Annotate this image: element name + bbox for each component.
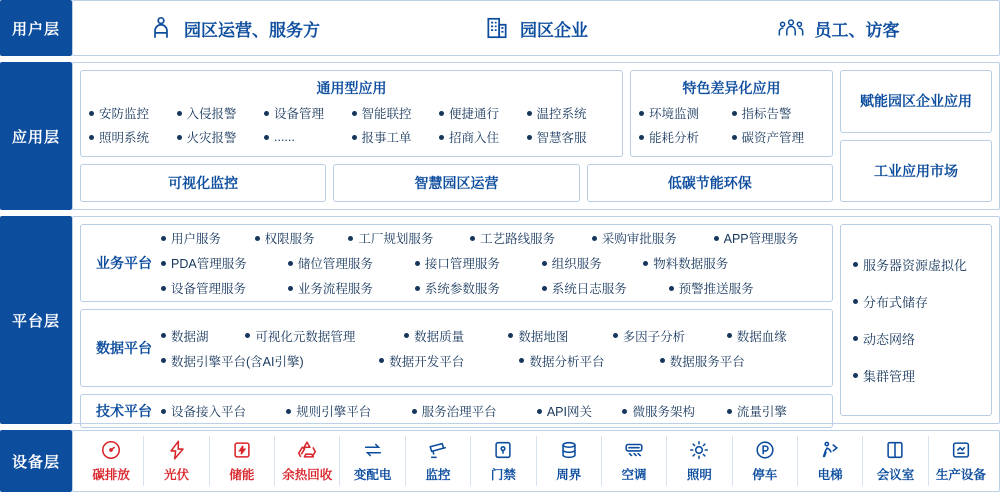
platform-item[interactable]: 数据湖 — [161, 327, 245, 345]
app-item[interactable]: 安防监控 — [89, 104, 177, 122]
app-item[interactable]: 指标告警 — [732, 104, 825, 122]
platform-layer-row — [0, 216, 1000, 424]
device-label: 监控 — [425, 468, 451, 482]
application-right-column — [840, 70, 992, 202]
transformer-icon — [362, 439, 384, 461]
platform-item[interactable]: 组织服务 — [542, 254, 644, 272]
app-item[interactable]: 入侵报警 — [177, 104, 265, 122]
parking-icon — [754, 439, 776, 461]
recycle-icon — [296, 439, 318, 461]
platform-item[interactable]: 微服务架构 — [622, 402, 726, 420]
platform-item[interactable]: 储位管理服务 — [288, 254, 415, 272]
device-label: 储能 — [229, 468, 255, 482]
application-left-column — [80, 70, 833, 202]
platform-item[interactable]: 工艺路线服务 — [470, 229, 592, 247]
platform-layer-label: 平台层 — [0, 216, 72, 424]
platform-left-column — [80, 224, 833, 419]
user-layer-body — [72, 0, 1000, 56]
device-waste-heat-recovery[interactable] — [275, 436, 340, 486]
platform-item[interactable]: 用户服务 — [161, 229, 255, 247]
device-layer-body — [72, 430, 1000, 492]
app-item[interactable]: 照明系统 — [89, 128, 177, 146]
platform-layer-body — [72, 216, 1000, 424]
data-platform-card — [80, 309, 833, 387]
device-label: 光伏 — [164, 468, 190, 482]
air-conditioner-icon — [623, 439, 645, 461]
device-layer-row — [0, 430, 1000, 492]
device-label: 变配电 — [353, 468, 392, 482]
user-role-enterprise-label: 园区企业 — [520, 20, 588, 40]
platform-item[interactable]: 系统日志服务 — [542, 279, 669, 297]
platform-item[interactable]: 数据引擎平台(含AI引擎) — [161, 352, 379, 370]
infrastructure-item[interactable]: 分布式储存 — [853, 292, 979, 311]
device-carbon-emission[interactable] — [79, 436, 144, 486]
infrastructure-item[interactable]: 服务器资源虚拟化 — [853, 255, 979, 274]
device-lighting[interactable] — [667, 436, 732, 486]
platform-item[interactable]: PDA管理服务 — [161, 254, 288, 272]
app-item[interactable]: 报事工单 — [352, 128, 440, 146]
user-layer-row — [0, 0, 1000, 56]
platform-item[interactable]: 规则引擎平台 — [286, 402, 411, 420]
user-role-enterprise[interactable] — [385, 15, 687, 41]
device-label: 门禁 — [490, 468, 516, 482]
platform-item[interactable]: 工厂规划服务 — [348, 229, 470, 247]
platform-item[interactable]: 可视化元数据管理 — [245, 327, 404, 345]
app-pill-smart-park-operations[interactable]: 智慧园区运营 — [333, 164, 579, 202]
application-bottom-pills — [80, 164, 833, 202]
infrastructure-item[interactable]: 集群管理 — [853, 366, 979, 385]
infrastructure-item[interactable]: 动态网络 — [853, 329, 979, 348]
platform-item[interactable]: 服务治理平台 — [412, 402, 537, 420]
general-applications-title: 通用型应用 — [316, 80, 387, 96]
device-label: 碳排放 — [92, 468, 130, 482]
production-equipment-icon — [950, 439, 972, 461]
device-monitoring[interactable] — [406, 436, 471, 486]
business-platform-row — [161, 254, 826, 272]
platform-item[interactable]: 流量引擎 — [727, 402, 826, 420]
device-photovoltaic[interactable] — [144, 436, 209, 486]
general-applications-row — [89, 104, 614, 122]
business-platform-card — [80, 224, 833, 302]
device-perimeter[interactable] — [537, 436, 602, 486]
platform-item[interactable]: 数据质量 — [404, 327, 508, 345]
data-platform-row — [161, 327, 826, 345]
device-air-conditioning[interactable] — [602, 436, 667, 486]
device-label: 电梯 — [817, 468, 843, 482]
platform-item[interactable]: API网关 — [537, 402, 623, 420]
lighting-sun-icon — [688, 439, 710, 461]
user-layer-label: 用户层 — [0, 0, 72, 56]
special-applications-row — [639, 128, 824, 146]
people-group-icon — [777, 15, 805, 41]
device-label: 余热回收 — [282, 468, 333, 482]
cctv-camera-icon — [427, 439, 449, 461]
operations-person-icon — [148, 15, 174, 41]
user-role-operations[interactable] — [83, 15, 385, 41]
platform-item[interactable]: APP管理服务 — [714, 229, 826, 247]
infrastructure-card — [840, 224, 992, 416]
app-item[interactable]: 环境监测 — [639, 104, 732, 122]
user-role-staff-visitor[interactable] — [687, 15, 989, 41]
device-meeting-room[interactable] — [863, 436, 928, 486]
app-item[interactable]: 设备管理 — [264, 104, 352, 122]
device-label: 生产设备 — [935, 468, 986, 482]
application-top-cards — [80, 70, 833, 157]
platform-item[interactable]: 数据服务平台 — [660, 352, 826, 370]
app-pill-enable-enterprise-apps[interactable]: 赋能园区企业应用 — [840, 70, 992, 133]
device-energy-storage[interactable] — [210, 436, 275, 486]
device-label: 照明 — [686, 468, 712, 482]
data-platform-row — [161, 352, 826, 370]
gauge-icon — [100, 439, 122, 461]
app-item[interactable]: 便捷通行 — [439, 104, 527, 122]
app-item[interactable]: 碳资产管理 — [732, 128, 825, 146]
device-label: 会议室 — [876, 468, 915, 482]
special-applications-title: 特色差异化应用 — [682, 80, 781, 96]
data-platform-title: 数据平台 — [96, 340, 152, 356]
platform-item[interactable]: 权限服务 — [255, 229, 349, 247]
meeting-room-icon — [884, 439, 906, 461]
platform-item[interactable]: 数据地图 — [508, 327, 612, 345]
business-platform-row — [161, 229, 826, 247]
device-layer-label: 设备层 — [0, 430, 72, 492]
platform-item[interactable]: 多因子分析 — [613, 327, 727, 345]
application-layer-label: 应用层 — [0, 62, 72, 210]
application-layer-body — [72, 62, 1000, 210]
platform-item[interactable]: 设备接入平台 — [161, 402, 286, 420]
device-production-equipment[interactable] — [929, 436, 993, 486]
application-layer-row — [0, 62, 1000, 210]
platform-right-column — [840, 224, 992, 416]
device-access-control[interactable] — [471, 436, 536, 486]
building-icon — [484, 15, 510, 41]
app-item[interactable]: 火灾报警 — [177, 128, 265, 146]
app-pill-visual-monitoring[interactable]: 可视化监控 — [80, 164, 326, 202]
access-lock-icon — [492, 439, 514, 461]
platform-item[interactable]: 系统参数服务 — [415, 279, 542, 297]
platform-item[interactable]: 数据血缘 — [727, 327, 826, 345]
app-item[interactable]: 招商入住 — [439, 128, 527, 146]
business-platform-title: 业务平台 — [96, 255, 152, 271]
platform-item[interactable]: 物料数据服务 — [643, 254, 826, 272]
app-item[interactable]: ...... — [264, 128, 352, 146]
app-pill-low-carbon[interactable]: 低碳节能环保 — [587, 164, 833, 202]
platform-item[interactable]: 数据分析平台 — [519, 352, 659, 370]
device-parking[interactable] — [733, 436, 798, 486]
platform-item[interactable]: 设备管理服务 — [161, 279, 288, 297]
battery-bolt-icon — [231, 439, 253, 461]
app-item[interactable]: 智能联控 — [352, 104, 440, 122]
device-label: 周界 — [556, 468, 582, 482]
technology-platform-title: 技术平台 — [96, 403, 152, 419]
platform-item[interactable]: 接口管理服务 — [415, 254, 542, 272]
platform-item[interactable]: 数据开发平台 — [379, 352, 519, 370]
device-label: 空调 — [621, 468, 647, 482]
device-elevator[interactable] — [798, 436, 863, 486]
app-item[interactable]: 能耗分析 — [639, 128, 732, 146]
app-item[interactable]: 智慧客服 — [527, 128, 615, 146]
device-label: 停车 — [752, 468, 778, 482]
lightning-icon — [166, 439, 188, 461]
app-item[interactable]: 温控系统 — [527, 104, 615, 122]
app-pill-industrial-app-market[interactable]: 工业应用市场 — [840, 140, 992, 203]
device-power-distribution[interactable] — [340, 436, 405, 486]
general-applications-row — [89, 128, 614, 146]
user-role-operations-label: 园区运营、服务方 — [184, 20, 320, 40]
elevator-icon — [819, 439, 841, 461]
platform-item[interactable]: 采购审批服务 — [592, 229, 714, 247]
platform-item[interactable]: 预警推送服务 — [669, 279, 826, 297]
general-applications-card — [80, 70, 623, 157]
special-applications-card — [630, 70, 833, 157]
user-role-staff-visitor-label: 员工、访客 — [814, 20, 900, 40]
technology-platform-card — [80, 394, 833, 428]
special-applications-row — [639, 104, 824, 122]
technology-platform-row — [161, 402, 826, 420]
platform-item[interactable]: 业务流程服务 — [288, 279, 415, 297]
perimeter-icon — [558, 439, 580, 461]
business-platform-row — [161, 279, 826, 297]
